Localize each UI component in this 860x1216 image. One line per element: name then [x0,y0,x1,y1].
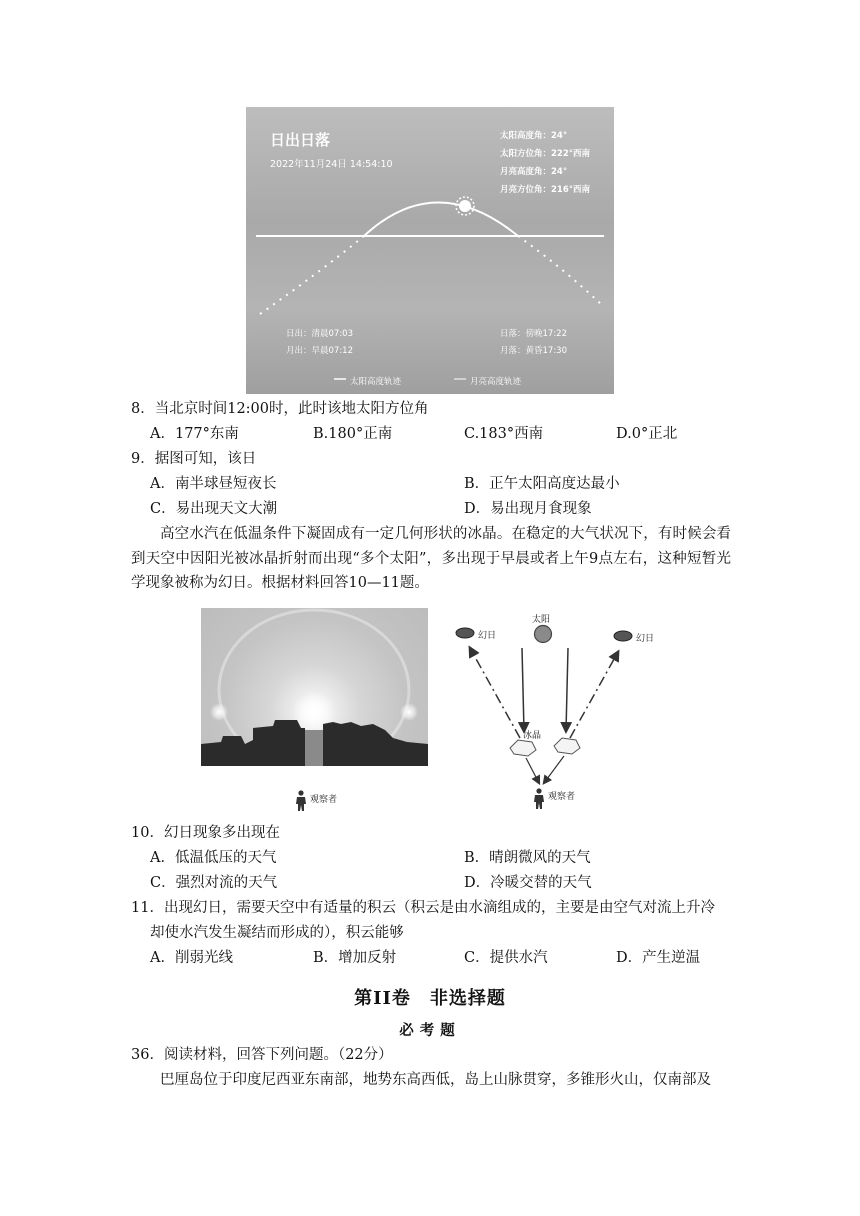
sun-altitude-readout: 太阳高度角：24° [500,131,568,141]
q9-option-b: B．正午太阳高度达最小 [464,476,620,492]
sunrise-time: 日出：清晨07:03 [286,329,353,339]
ice-crystal-left [510,740,536,756]
ice-crystal-label: 冰晶 [523,731,542,741]
sunset-time: 日落：傍晚17:22 [500,329,567,339]
sundog-right [400,703,418,721]
sightline-right [570,652,618,738]
observer-label-right: 观察者 [548,792,576,802]
q9-option-d: D．易出现月食现象 [464,501,592,517]
question-11-stem-line2: 却使水汽发生凝结而形成的），积云能够 [150,925,404,941]
q9-option-c: C．易出现天文大潮 [150,501,278,517]
sundog-photo [201,608,428,766]
q11-option-a: A．削弱光线 [150,950,233,966]
q10-option-d: D．冷暖交替的天气 [464,875,592,891]
ice-crystal-right [554,738,580,754]
question-10-stem: 10．幻日现象多出现在 [131,825,280,841]
question-36-material: 巴厘岛位于印度尼西亚东南部，地势东高西低，岛上山脉贯穿，多锥形火山，仅南部及 [160,1072,711,1088]
sunrise-sunset-figure [246,107,614,394]
sunlight-ray-left [522,648,524,731]
q11-option-b: B．增加反射 [313,950,397,966]
sunlight-ray-right [566,648,568,731]
moonset-time: 月落：黄昏17:30 [500,346,567,356]
observer-label-left: 观察者 [310,795,338,805]
building-silhouette-left [201,720,305,766]
question-36-stem: 36．阅读材料，回答下列问题。（22分） [131,1047,393,1063]
sun-track-before-sunrise [260,236,364,314]
sun-label: 太阳 [532,615,551,625]
legend-moon-label: 月亮高度轨迹 [470,377,522,387]
q8-option-a: A．177°东南 [150,426,239,442]
glare-gap [305,730,323,766]
q10-option-a: A．低温低压的天气 [150,850,277,866]
moon-azimuth-readout: 月亮方位角：216°西南 [500,185,590,195]
question-8-stem: 8．当北京时间12:00时，此时该地太阳方位角 [131,401,429,417]
q11-option-c: C．提供水汽 [464,950,548,966]
question-9-stem: 9．据图可知，该日 [131,451,257,467]
sundog-left-icon [456,628,474,638]
sun-arc-above-horizon [364,203,518,237]
sun-icon [535,626,552,643]
q8-option-b: B.180°正南 [313,426,393,442]
q9-option-a: A．南半球昼短夜长 [150,476,277,492]
q10-option-b: B．晴朗微风的天气 [464,850,591,866]
sun-azimuth-readout: 太阳方位角：222°西南 [500,149,590,159]
sun-track-after-sunset [518,236,602,305]
q8-option-c: C.183°西南 [464,426,544,442]
q8-option-d: D.0°正北 [616,426,678,442]
observer-icon-left [294,790,308,812]
refracted-ray-left [526,758,539,783]
building-silhouette-right [323,722,428,766]
legend-sun-label: 太阳高度轨迹 [350,377,402,387]
section-title: 第II卷 非选择题 [354,988,506,1009]
moon-altitude-readout: 月亮高度角：24° [500,167,568,177]
figure-datetime: 2022年11月24日 14:54:10 [270,159,393,170]
q10-option-c: C．强烈对流的天气 [150,875,278,891]
moonrise-time: 月出：早晨07:12 [286,346,353,356]
sundog-right-icon [614,631,632,641]
sundog-label-left: 幻日 [478,631,497,641]
sundog-label-right: 幻日 [636,634,655,644]
subsection-title: 必考题 [399,1022,461,1039]
refracted-ray-right [544,756,564,783]
figure-title: 日出日落 [270,131,331,149]
sundog-photo-drawing [201,608,428,766]
material-paragraph: 高空水汽在低温条件下凝固成有一定几何形状的冰晶。在稳定的大气状况下，有时候会看到天空中因阳光被冰晶折射而出现“多个太阳”，多出现于早晨或者上午9点左右，这种短暂光学现象被称为幻日。根据材料回答10—11题。 [131,526,731,591]
sun-icon [456,197,474,215]
q11-option-d: D．产生逆温 [616,950,701,966]
observer-icon-right [534,788,544,809]
question-11-stem-line1: 11．出现幻日，需要天空中有适量的积云（积云是由水滴组成的，主要是由空气对流上升冷 [131,900,715,916]
sightline-left [470,648,520,738]
sundog-left [210,703,228,721]
